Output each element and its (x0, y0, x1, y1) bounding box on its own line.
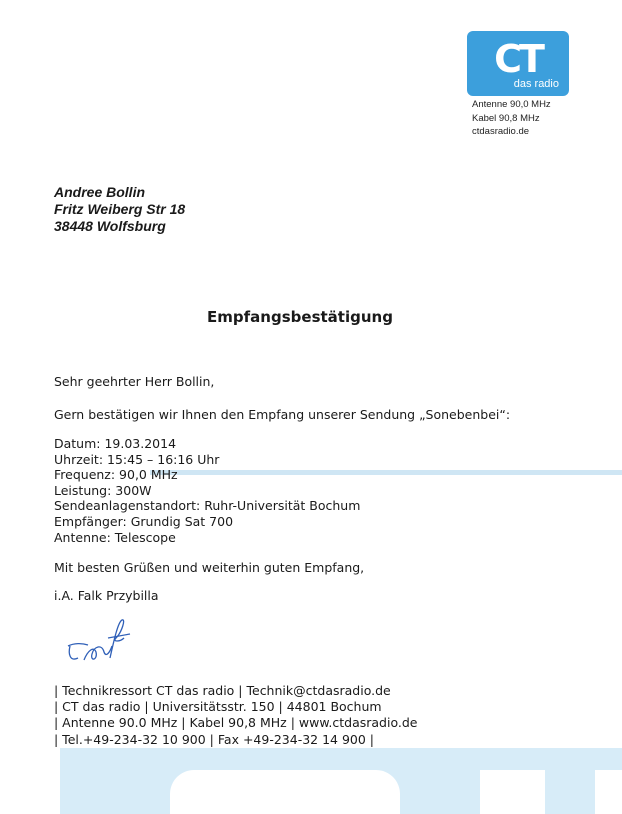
intro-text: Gern bestätigen wir Ihnen den Empfang unserer Sendung „Sonebenbei“: (54, 407, 511, 422)
recipient-name: Andree Bollin (54, 184, 146, 200)
reception-details (54, 436, 360, 545)
detail-date: Datum: 19.03.2014 (54, 436, 177, 451)
footer-line-department: | Technikressort CT das radio | Technik@ctdasradio.de (54, 683, 391, 698)
detail-receiver: Empfänger: Grundig Sat 700 (54, 513, 234, 529)
station-antenna: Antenne 90,0 MHz (472, 99, 551, 110)
detail-antenna: Antenne: Telescope (54, 529, 176, 545)
station-logo (467, 31, 569, 96)
detail-transmitter-site: Sendeanlagenstandort: Ruhr-Universität Bochum (54, 498, 361, 514)
logo-tagline: das radio (513, 78, 559, 90)
recipient-street: Fritz Weiberg Str 18 (54, 201, 186, 217)
footer-line-address: | CT das radio | Universitätsstr. 150 | 44801 Bochum (54, 699, 382, 715)
watermark-t-stem (545, 770, 595, 814)
recipient-city: 38448 Wolfsburg (54, 218, 166, 234)
logo-mark: CT (494, 37, 542, 81)
recipient-address (54, 184, 185, 235)
detail-frequency: Frequenz: 90,0 MHz (54, 467, 178, 483)
station-info (472, 98, 551, 139)
watermark-c-gap (170, 770, 400, 814)
footer-line-phone: | Tel.+49-234-32 10 900 | Fax +49-234-32 14 900 | (54, 731, 375, 747)
signer-name: i.A. Falk Przybilla (54, 588, 159, 603)
station-cable: Kabel 90,8 MHz (472, 112, 540, 124)
page-title: Empfangsbestätigung (207, 308, 393, 326)
footer-line-frequencies: | Antenne 90.0 MHz | Kabel 90,8 MHz | www.ctdasradio.de (54, 715, 418, 731)
station-website: ctdasradio.de (472, 126, 530, 137)
detail-power: Leistung: 300W (54, 482, 152, 498)
detail-time: Uhrzeit: 15:45 – 16:16 Uhr (54, 451, 220, 467)
closing: Mit besten Grüßen und weiterhin guten Empfang, (54, 560, 365, 575)
salutation: Sehr geehrter Herr Bollin, (54, 374, 215, 389)
handwritten-signature (64, 616, 134, 666)
footer-contact (54, 683, 418, 748)
